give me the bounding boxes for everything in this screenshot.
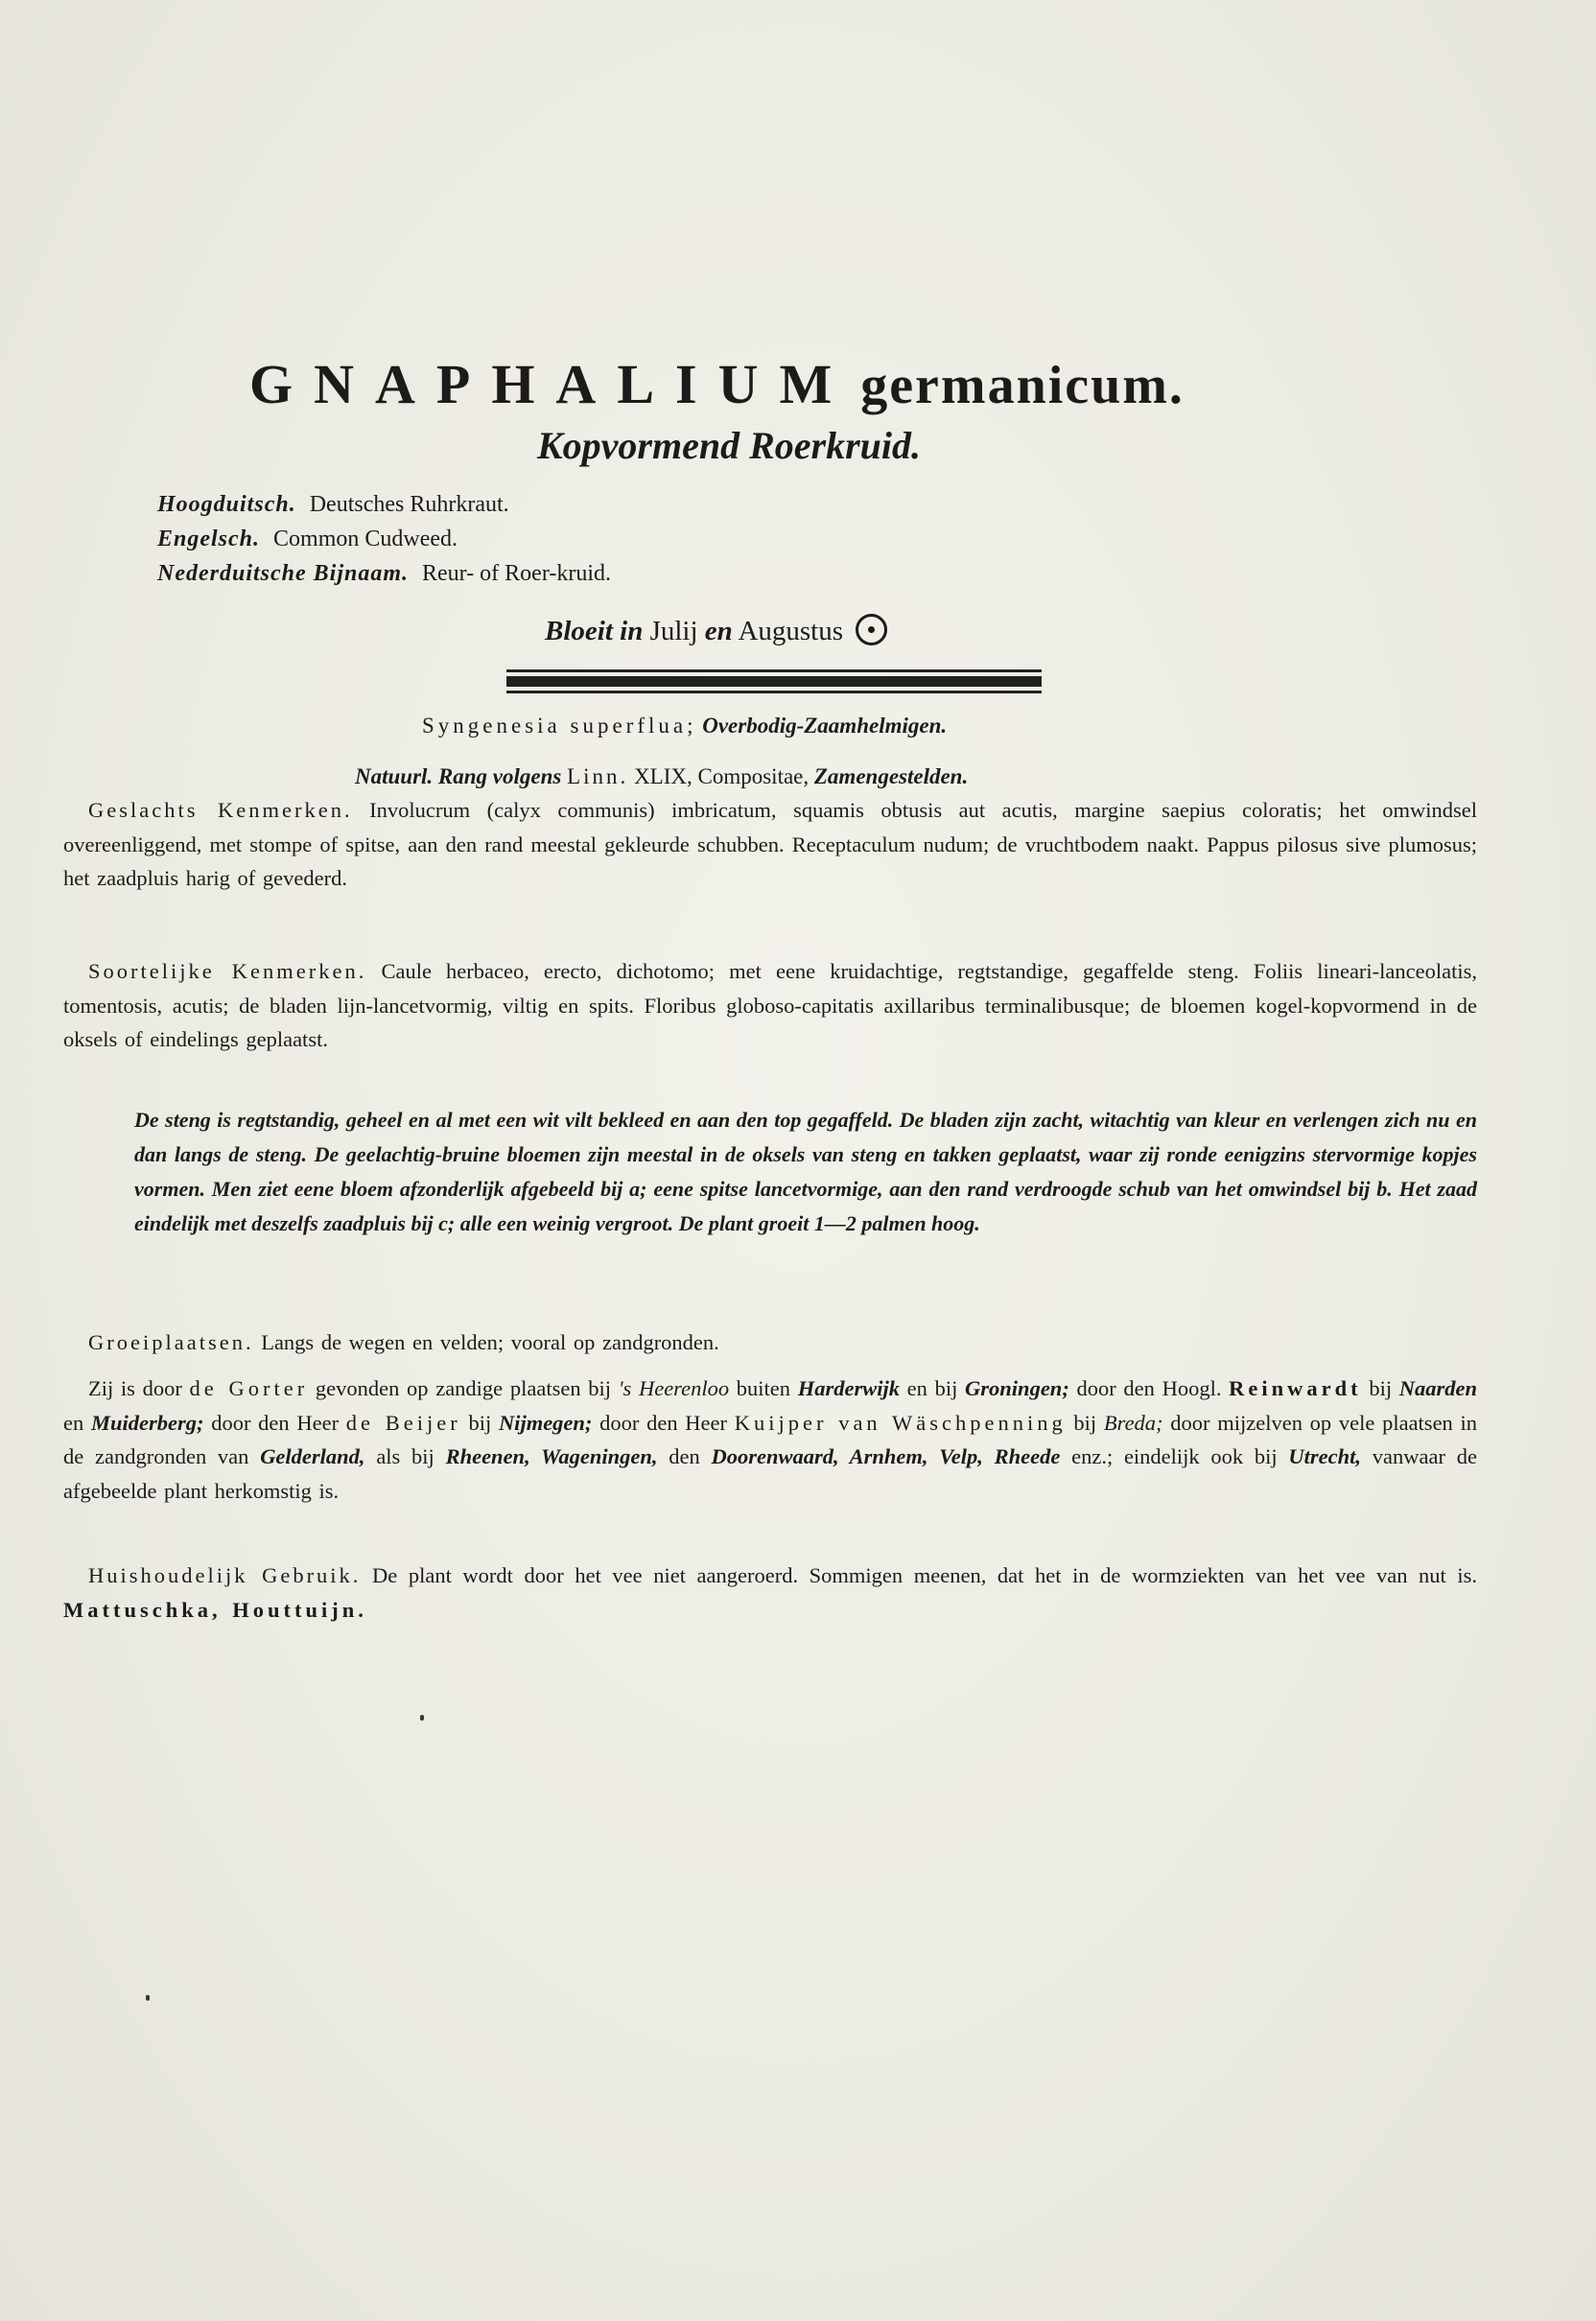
name-row: Engelsch. Common Cudweed. bbox=[157, 527, 458, 551]
title-genus: GNAPHALIUM bbox=[249, 353, 854, 415]
natural-order-line: Natuurl. Rang volgens Linn. XLIX, Compositae, Zamengestelden. bbox=[355, 764, 969, 788]
name-row: Hoogduitsch. Deutsches Ruhrkraut. bbox=[157, 492, 509, 517]
page-subtitle: Kopvormend Roerkruid. bbox=[537, 424, 922, 467]
genus-characters-paragraph: Geslachts Kenmerken. Involucrum (calyx communis) imbricatum, squamis obtusis aut acutis, margine saepius coloratis; het omwindsel overeenliggend, met stompe of spitse, aan den rand meestal gekleurde schubben. Receptaculum nudum; de vruchtbodem naakt. Pappus pilosus sive plumosus; het zaadpluis harig of gevederd. bbox=[63, 798, 1477, 890]
paper-speck bbox=[420, 1715, 424, 1721]
household-use-paragraph: Huishoudelijk Gebruik. De plant wordt door het vee niet aangeroerd. Sommigen meenen, dat het in de wormziekten van het vee van nut is. Mattuschka, Houttuijn. bbox=[63, 1563, 1477, 1622]
habitat-paragraph: Groeiplaatsen. Langs de wegen en velden; vooral op zandgronden. bbox=[88, 1330, 719, 1354]
classification-line: Syngenesia superflua; Overbodig-Zaamhelmigen. bbox=[422, 714, 948, 738]
name-row: Nederduitsche Bijnaam. Reur- of Roer-kruid. bbox=[157, 561, 611, 586]
annual-symbol-icon bbox=[856, 614, 887, 645]
species-characters-paragraph: Soortelijke Kenmerken. Caule herbaceo, erecto, dichotomo; met eene kruidachtige, regtstandige, gegaffelde steng. Foliis lineari-lanceolatis, tomentosis, acutis; de bladen lijn-lancetvormig, viltig en spits. Floribus globoso-capitatis axillaribus terminalibusque; de bloemen kogel-kopvormend in de oksels of eindelings geplaatst. bbox=[63, 959, 1477, 1051]
description-paragraph: De steng is regtstandig, geheel en al met een wit vilt bekleed en aan den top gegaffeld. De bladen zijn zacht, witachtig van kleur en verlengen zich nu en dan langs de steng. De geelachtig-bruine bloemen zijn meestal in de oksels van steng en takken geplaatst, waar zij ronde eenigzins stervormige kopjes vormen. Men ziet eene bloem afzonderlijk afgebeeld bij a; eene spitse lancetvormige, aan den rand verdroogde schub van het omwindsel bij b. Het zaad eindelijk met deszelfs zaadpluis bij c; alle een weinig vergroot. De plant groeit 1—2 palmen hoog. bbox=[134, 1108, 1477, 1235]
localities-paragraph: Zij is door de Gorter gevonden op zandige plaatsen bij 's Heerenloo buiten Harderwijk en bij Groningen; door den Hoogl. Reinwardt bij Naarden en Muiderberg; door den Heer de Beijer bij Nijmegen; door den Heer Kuijper van Wäschpenning bij Breda; door mijzelven op vele plaatsen in de zandgronden van Gelderland, als bij Rheenen, Wageningen, den Doorenwaard, Arnhem, Velp, Rheede enz.; eindelijk ook bij Utrecht, vanwaar de afgebeelde plant herkomstig is. bbox=[63, 1376, 1478, 1503]
flowering-line: Bloeit in Julij en Augustus bbox=[545, 608, 887, 652]
page-title bbox=[249, 351, 1324, 419]
title-species: germanicum. bbox=[860, 356, 1185, 415]
ornamental-rule bbox=[506, 669, 1042, 693]
paper-speck bbox=[146, 1995, 150, 2001]
vernacular-names bbox=[157, 487, 611, 591]
